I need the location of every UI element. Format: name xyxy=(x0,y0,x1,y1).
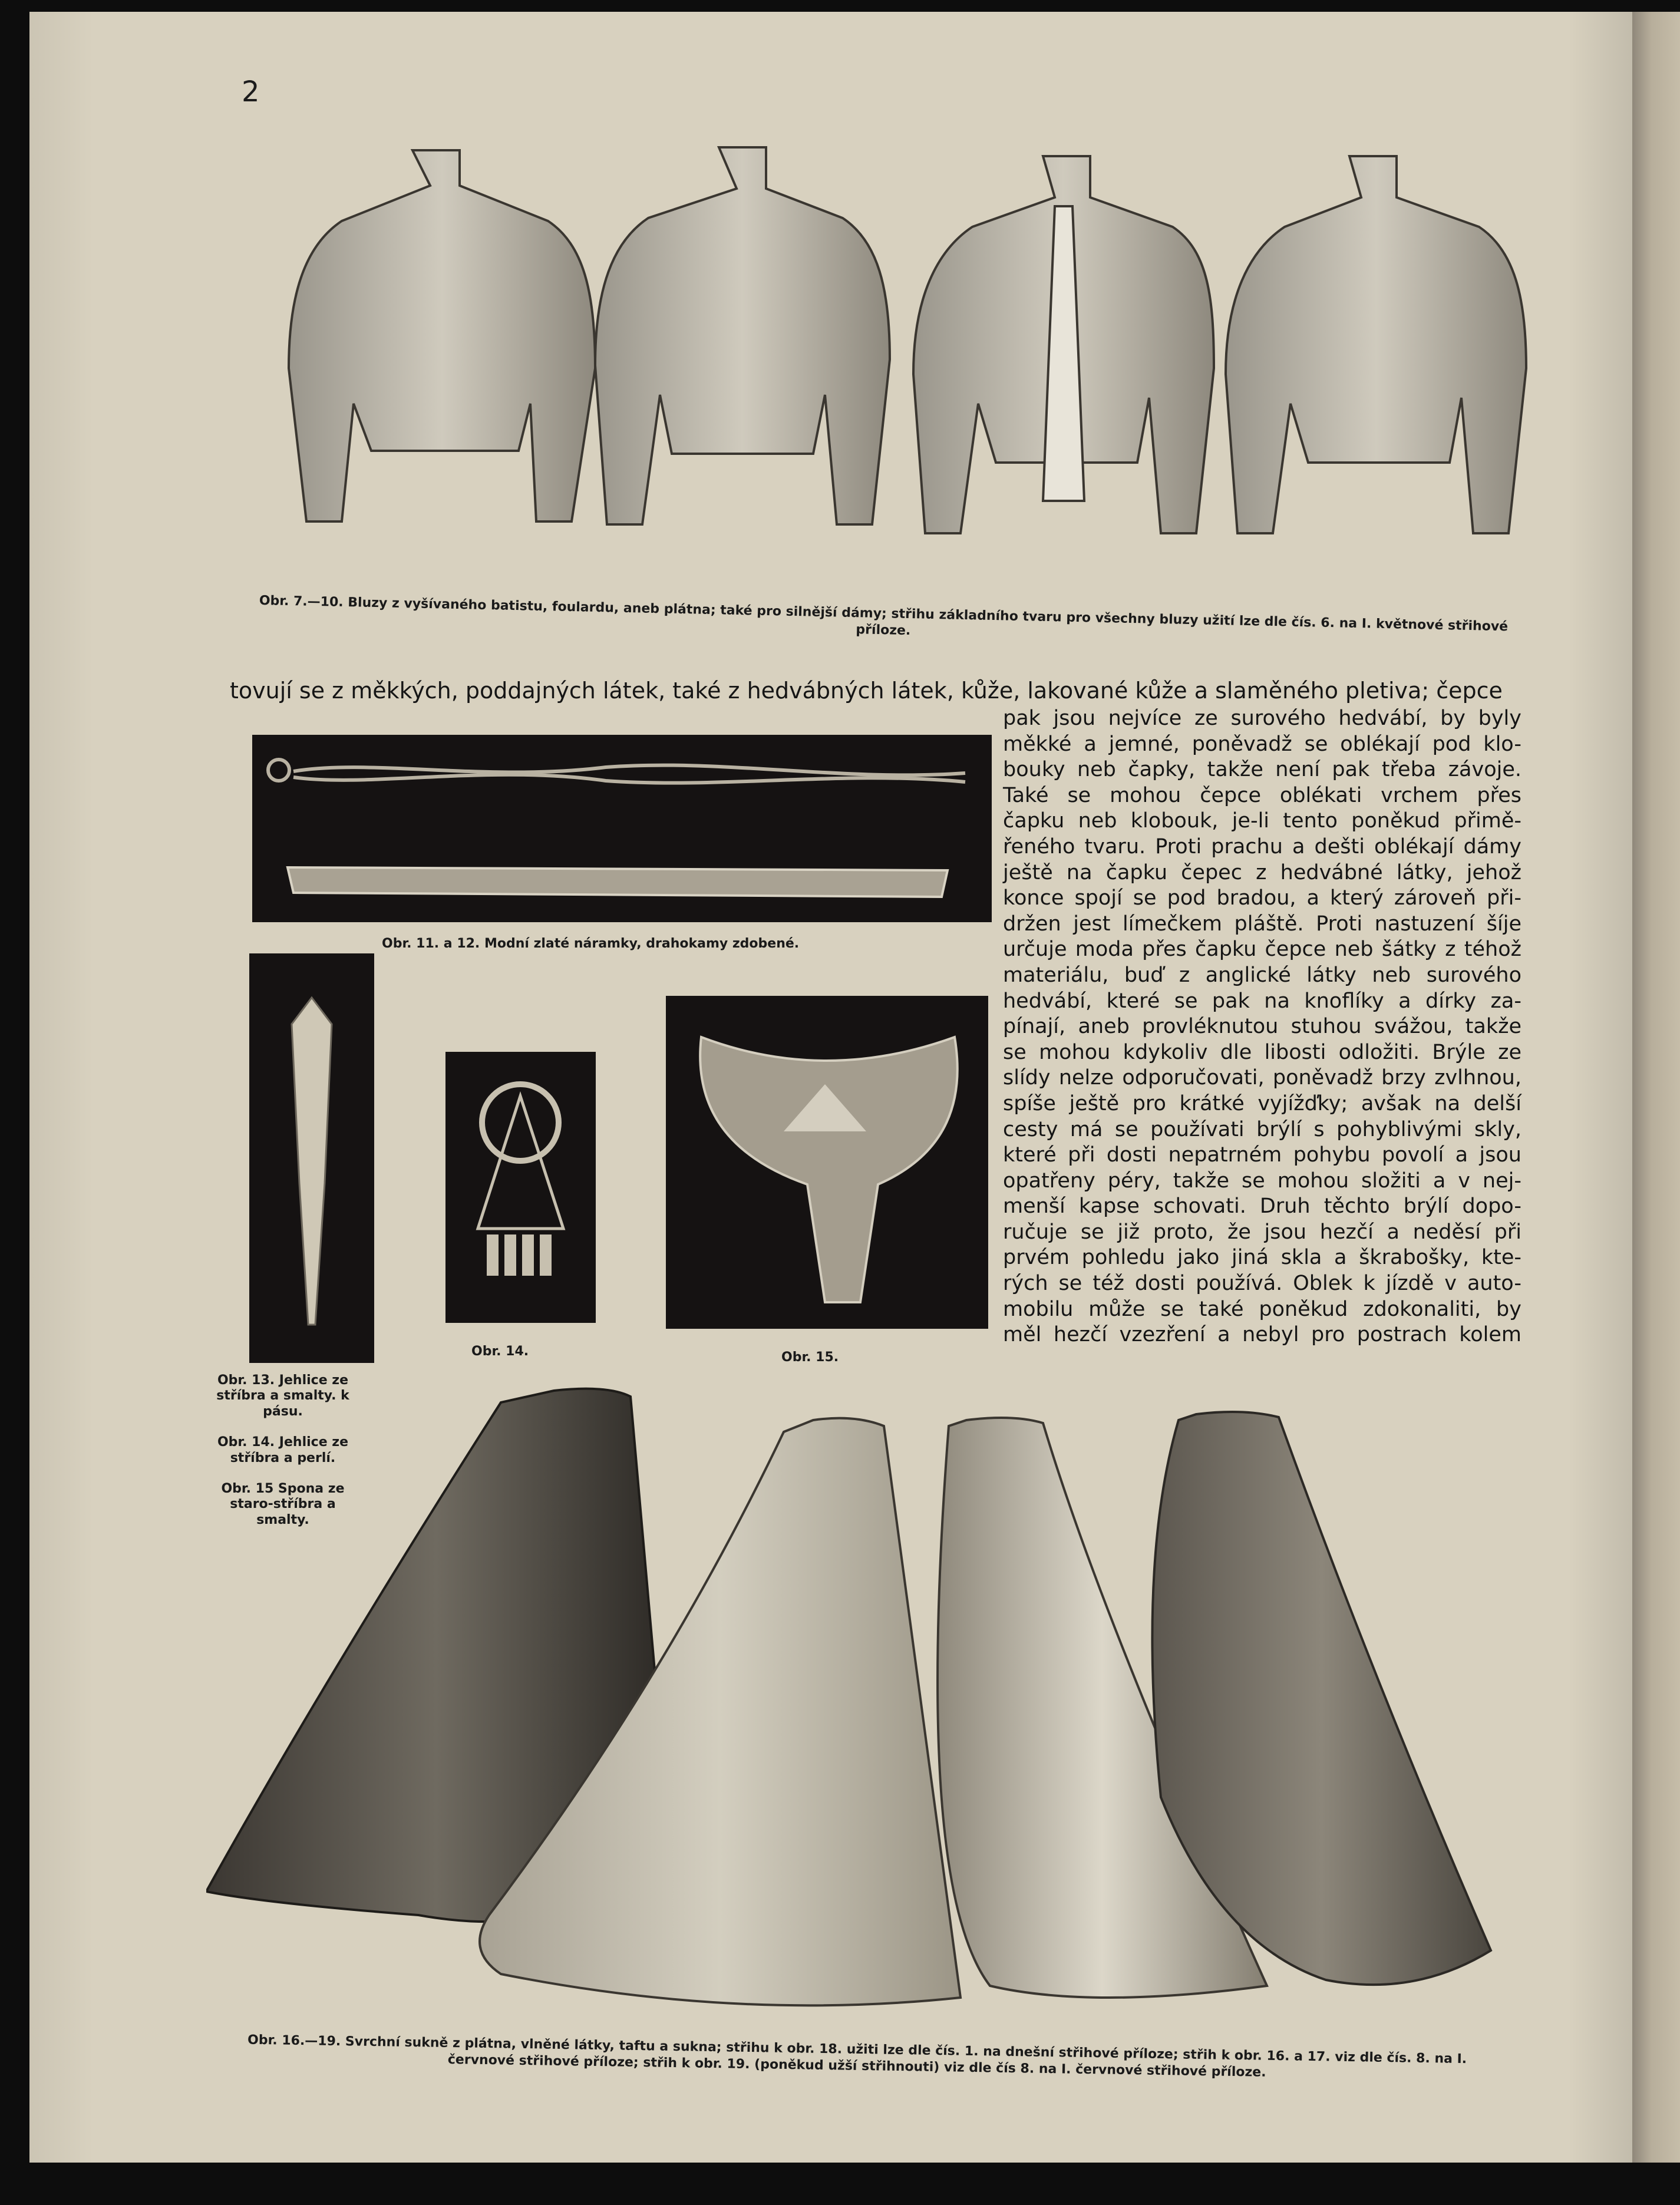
side-caption-14: Obr. 14. Jehlice ze stříbra a perlí. xyxy=(217,1435,348,1465)
column-line: mobilu může se také poněkud zdokonaliti, by xyxy=(1003,1297,1521,1321)
column-line: slídy nelze odporučovati, poněvadž brzy zvlhnou, xyxy=(1003,1066,1521,1090)
column-line: spíše ještě pro krátké vyjížďky; avšak na delší xyxy=(1003,1091,1521,1115)
column-line: ručuje se již proto, že jsou hezčí a neděsí při xyxy=(1003,1220,1521,1244)
column-line: držen jest límečkem pláště. Proti nastuzení šíje xyxy=(1003,912,1521,936)
skirts-illustration xyxy=(206,1385,1503,2033)
column-line: měl hezčí vzezření a nebyl pro postrach kolem xyxy=(1003,1323,1521,1347)
column-line: prvém pohledu jako jiná skla a škrabošky, kte- xyxy=(1003,1246,1521,1270)
column-line: Také se mohou čepce oblékati vrchem přes xyxy=(1003,783,1521,807)
column-line: měkké a jemné, poněvadž se oblékají pod klo- xyxy=(1003,732,1521,756)
column-line: opatřeny péry, takže se mohou složiti a v nej- xyxy=(1003,1168,1521,1193)
page-number: 2 xyxy=(242,75,260,108)
side-caption-15: Obr. 15 Spona ze staro-stříbra a smalty. xyxy=(221,1481,345,1527)
bracelets-plate xyxy=(252,735,992,922)
bracelet-2 xyxy=(288,867,948,897)
blouses-caption: Obr. 7.—10. Bluzy z vyšívaného batistu, foulardu, aneb plátna; také pro silnější dámy; střihu základního tvaru pro všechny bluzy užití lze dle čís. 6. na I. květnové střihové příloze. xyxy=(259,593,1509,638)
column-line: které při dosti nepatrném pohybu povolí a jsou xyxy=(1003,1143,1521,1167)
fig15-label: Obr. 15. xyxy=(781,1350,839,1365)
column-line: cesty má se používati brýlí s pohyblivými skly, xyxy=(1003,1117,1521,1141)
clasp-fig15-plate xyxy=(666,996,988,1329)
skirts-caption: Obr. 16.—19. Svrchní sukně z plátna, vlněné látky, taftu a sukna; střihu k obr. 18. užiti lze dle čís. 1. na dnešní střihové příloze; střih k obr. 16. a 17. viz dle čís. 8. na I. červnové střihové příloze; střih k obr. 19. (poněkud užší střihnouti) viz dle čís 8. na I. červnové střihové příloze. xyxy=(247,2032,1467,2080)
column-line: ještě na čapku čepec z hedvábné látky, jehož xyxy=(1003,860,1521,884)
page-edge xyxy=(1632,12,1680,2163)
fig14-label: Obr. 14. xyxy=(471,1344,529,1359)
bracelets-caption: Obr. 11. a 12. Modní zlaté náramky, drahokamy zdobené. xyxy=(382,936,800,951)
bracelet-1 xyxy=(268,760,965,783)
blouse-3 xyxy=(913,156,1214,533)
column-line: pínají, aneb provléknutou stuhou svážou, takže xyxy=(1003,1015,1521,1039)
pin-fig13-plate xyxy=(249,953,374,1363)
column-line: bouky neb čapky, takže není pak třeba závoje. xyxy=(1003,758,1521,782)
pin-fig14-plate xyxy=(445,1052,596,1323)
column-line: pak jsou nejvíce ze surového hedvábí, by byly xyxy=(1003,707,1521,730)
blouse-2 xyxy=(595,147,890,524)
blouse-4 xyxy=(1226,156,1526,533)
lead-line: tovují se z měkkých, poddajných látek, také z hedvábných látek, kůže, lakované kůže a slaměného pletiva; čepce xyxy=(230,678,1503,704)
column-line: čapku neb klobouk, je-li tento poněkud přimě- xyxy=(1003,809,1521,833)
column-line: určuje moda přes čapku čepce neb šátky z téhož xyxy=(1003,938,1521,962)
column-line: hedvábí, které se pak na knoflíky a dírky za- xyxy=(1003,989,1521,1013)
column-line: řeného tvaru. Proti prachu a dešti oblékají dámy xyxy=(1003,834,1521,859)
blouse-1 xyxy=(289,150,595,521)
blouses-illustration xyxy=(236,141,1556,595)
column-line: konce spojí se pod bradou, a který zároveň při- xyxy=(1003,886,1521,910)
column-line: se mohou kdykoliv dle libosti odložiti. Brýle ze xyxy=(1003,1040,1521,1064)
side-caption-13: Obr. 13. Jehlice ze stříbra a smalty. k pásu. xyxy=(216,1373,349,1419)
column-line: menší kapse schovati. Druh těchto brýlí dopo- xyxy=(1003,1194,1521,1219)
column-line: materiálu, buď z anglické látky neb surového xyxy=(1003,963,1521,987)
column-line: rých se též dosti používá. Oblek k jízdě v auto- xyxy=(1003,1272,1521,1296)
body-column xyxy=(1003,706,1521,1348)
